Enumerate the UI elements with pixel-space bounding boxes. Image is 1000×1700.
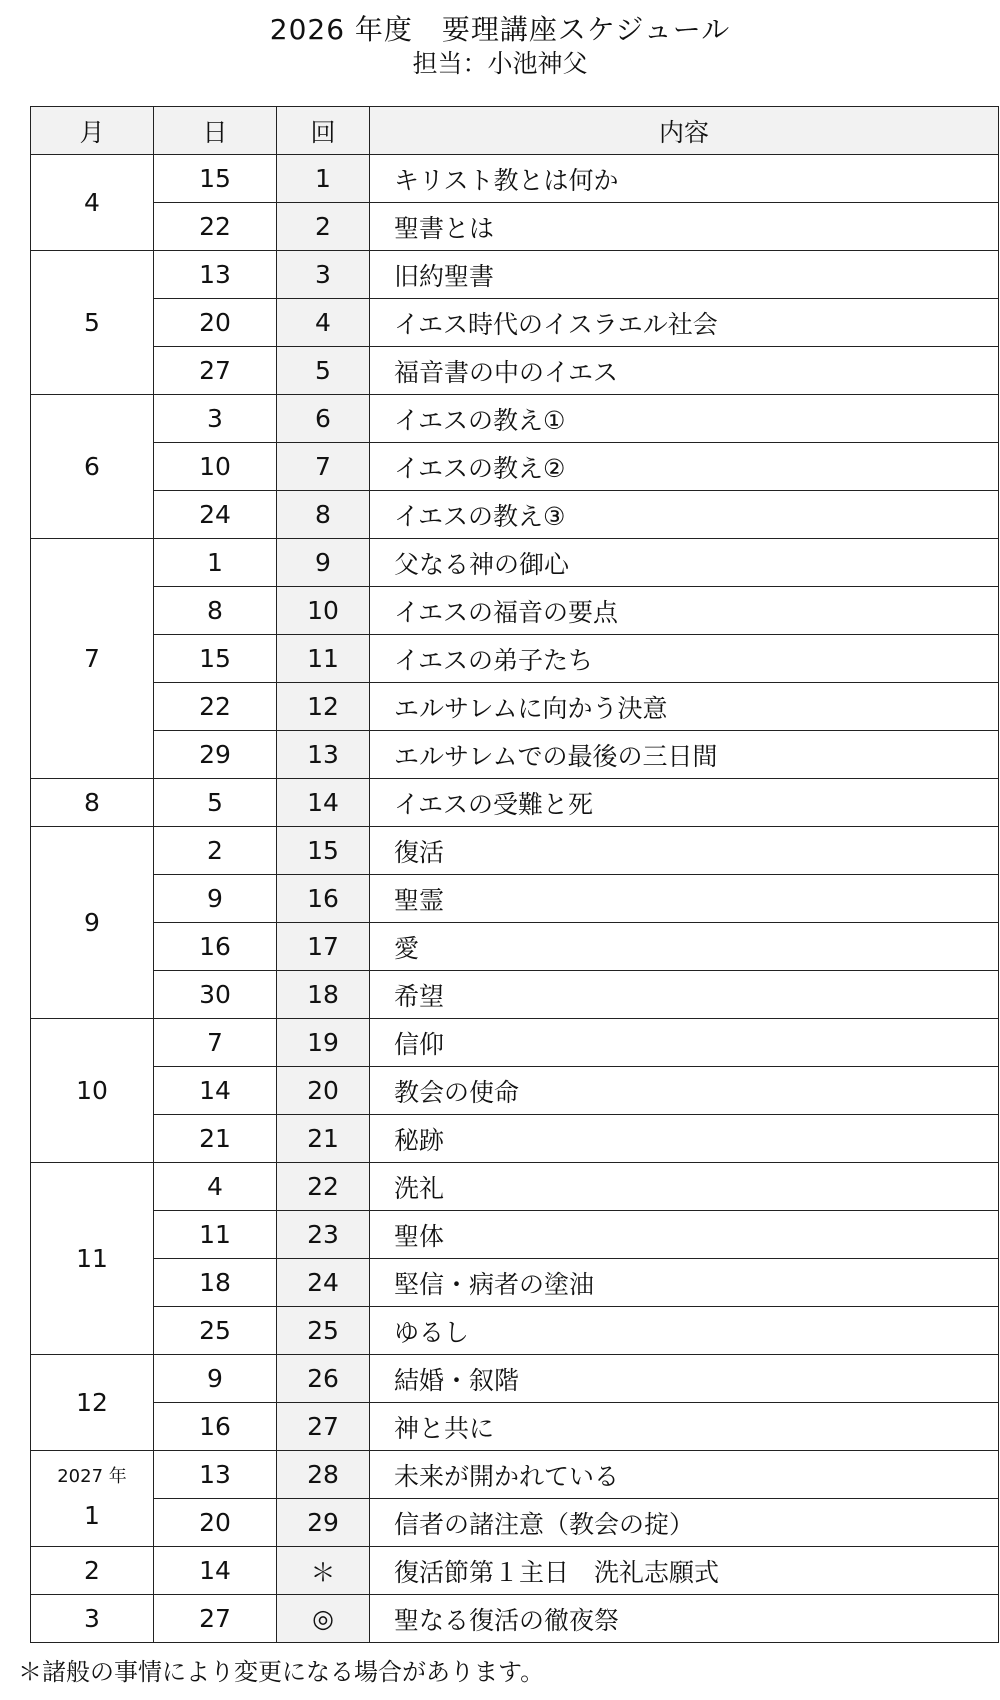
day-cell: 8 xyxy=(154,587,277,635)
content-cell: イエスの教え① xyxy=(370,395,999,443)
table-row xyxy=(31,1259,999,1307)
content-cell: キリスト教とは何か xyxy=(370,155,999,203)
day-cell: 4 xyxy=(154,1163,277,1211)
content-cell: イエスの福音の要点 xyxy=(370,587,999,635)
day-cell: 14 xyxy=(154,1067,277,1115)
session-cell: 24 xyxy=(277,1259,370,1307)
content-cell: 聖なる復活の徹夜祭 xyxy=(370,1595,999,1643)
content-cell: 結婚・叙階 xyxy=(370,1355,999,1403)
content-cell: イエス時代のイスラエル社会 xyxy=(370,299,999,347)
content-cell: 信者の諸注意（教会の掟） xyxy=(370,1499,999,1547)
content-cell: 愛 xyxy=(370,923,999,971)
table-row xyxy=(31,1067,999,1115)
day-cell: 22 xyxy=(154,203,277,251)
content-cell: 聖霊 xyxy=(370,875,999,923)
session-cell: 5 xyxy=(277,347,370,395)
session-cell: 10 xyxy=(277,587,370,635)
session-cell: 17 xyxy=(277,923,370,971)
day-cell: 11 xyxy=(154,1211,277,1259)
day-cell: 20 xyxy=(154,299,277,347)
day-cell: 7 xyxy=(154,1019,277,1067)
day-cell: 22 xyxy=(154,683,277,731)
day-cell: 29 xyxy=(154,731,277,779)
month-label: 1 xyxy=(84,1501,100,1530)
table-row xyxy=(31,587,999,635)
day-cell: 3 xyxy=(154,395,277,443)
table-row xyxy=(31,779,999,827)
session-cell: 23 xyxy=(277,1211,370,1259)
table-row xyxy=(31,923,999,971)
session-cell: 27 xyxy=(277,1403,370,1451)
day-cell: 15 xyxy=(154,635,277,683)
content-cell: 信仰 xyxy=(370,1019,999,1067)
content-cell: 聖書とは xyxy=(370,203,999,251)
day-cell: 10 xyxy=(154,443,277,491)
content-cell: イエスの教え② xyxy=(370,443,999,491)
month-cell xyxy=(31,1451,154,1547)
content-cell: 復活 xyxy=(370,827,999,875)
day-cell: 15 xyxy=(154,155,277,203)
day-cell: 18 xyxy=(154,1259,277,1307)
table-row xyxy=(31,1307,999,1355)
content-cell: 福音書の中のイエス xyxy=(370,347,999,395)
session-cell: 25 xyxy=(277,1307,370,1355)
session-cell: 9 xyxy=(277,539,370,587)
day-cell: 14 xyxy=(154,1547,277,1595)
day-cell: 30 xyxy=(154,971,277,1019)
table-row xyxy=(31,635,999,683)
table-row xyxy=(31,971,999,1019)
schedule-table xyxy=(30,106,999,1643)
session-cell: 26 xyxy=(277,1355,370,1403)
page-subtitle: 担当：小池神父 xyxy=(412,49,588,78)
table-row xyxy=(31,539,999,587)
day-cell: 1 xyxy=(154,539,277,587)
footnote: ＊諸般の事情により変更になる場合があります。 xyxy=(18,1658,545,1686)
month-cell: 12 xyxy=(31,1355,154,1451)
table-row xyxy=(31,347,999,395)
content-cell: 洗礼 xyxy=(370,1163,999,1211)
day-cell: 25 xyxy=(154,1307,277,1355)
day-cell: 9 xyxy=(154,1355,277,1403)
table-row xyxy=(31,1115,999,1163)
content-cell: 旧約聖書 xyxy=(370,251,999,299)
session-cell: 18 xyxy=(277,971,370,1019)
table-row xyxy=(31,683,999,731)
page-title: 2026 年度 要理講座スケジュール xyxy=(269,13,731,46)
table-row xyxy=(31,299,999,347)
day-cell: 16 xyxy=(154,923,277,971)
content-cell: 希望 xyxy=(370,971,999,1019)
day-cell: 5 xyxy=(154,779,277,827)
content-cell: 秘跡 xyxy=(370,1115,999,1163)
day-cell: 20 xyxy=(154,1499,277,1547)
session-cell: ◎ xyxy=(277,1595,370,1643)
day-cell: 21 xyxy=(154,1115,277,1163)
session-cell: 1 xyxy=(277,155,370,203)
table-row xyxy=(31,731,999,779)
header-month: 月 xyxy=(31,107,154,155)
month-cell: 4 xyxy=(31,155,154,251)
day-cell: 13 xyxy=(154,251,277,299)
table-row xyxy=(31,203,999,251)
table-row xyxy=(31,491,999,539)
month-cell: 11 xyxy=(31,1163,154,1355)
session-cell: 7 xyxy=(277,443,370,491)
day-cell: 16 xyxy=(154,1403,277,1451)
content-cell: イエスの弟子たち xyxy=(370,635,999,683)
table-header-row xyxy=(31,107,999,155)
table-row xyxy=(31,1163,999,1211)
table-row xyxy=(31,1595,999,1643)
content-cell: 父なる神の御心 xyxy=(370,539,999,587)
content-cell: 聖体 xyxy=(370,1211,999,1259)
content-cell: エルサレムでの最後の三日間 xyxy=(370,731,999,779)
month-cell: 8 xyxy=(31,779,154,827)
session-cell: 6 xyxy=(277,395,370,443)
session-cell: 8 xyxy=(277,491,370,539)
table-row xyxy=(31,827,999,875)
day-cell: 9 xyxy=(154,875,277,923)
content-cell: 復活節第１主日 洗礼志願式 xyxy=(370,1547,999,1595)
session-cell: 16 xyxy=(277,875,370,923)
content-cell: 神と共に xyxy=(370,1403,999,1451)
day-cell: 2 xyxy=(154,827,277,875)
header-day: 日 xyxy=(154,107,277,155)
content-cell: イエスの教え③ xyxy=(370,491,999,539)
month-cell: 10 xyxy=(31,1019,154,1163)
session-cell: 12 xyxy=(277,683,370,731)
session-cell: 22 xyxy=(277,1163,370,1211)
day-cell: 13 xyxy=(154,1451,277,1499)
table-row xyxy=(31,1211,999,1259)
table-row xyxy=(31,395,999,443)
table-row xyxy=(31,1403,999,1451)
month-cell: 5 xyxy=(31,251,154,395)
month-cell: 2 xyxy=(31,1547,154,1595)
session-cell: 19 xyxy=(277,1019,370,1067)
year-label: 2027 年 xyxy=(57,1466,127,1487)
table-row xyxy=(31,443,999,491)
table-row xyxy=(31,1499,999,1547)
session-cell: 21 xyxy=(277,1115,370,1163)
session-cell: 13 xyxy=(277,731,370,779)
table-row xyxy=(31,155,999,203)
content-cell: イエスの受難と死 xyxy=(370,779,999,827)
month-cell: 9 xyxy=(31,827,154,1019)
table-row xyxy=(31,1547,999,1595)
content-cell: エルサレムに向かう決意 xyxy=(370,683,999,731)
session-cell: 15 xyxy=(277,827,370,875)
content-cell: ゆるし xyxy=(370,1307,999,1355)
month-cell: 3 xyxy=(31,1595,154,1643)
table-row xyxy=(31,1451,999,1499)
day-cell: 27 xyxy=(154,347,277,395)
table-row xyxy=(31,251,999,299)
session-cell: 14 xyxy=(277,779,370,827)
header-session: 回 xyxy=(277,107,370,155)
content-cell: 教会の使命 xyxy=(370,1067,999,1115)
session-cell: 29 xyxy=(277,1499,370,1547)
day-cell: 27 xyxy=(154,1595,277,1643)
content-cell: 未来が開かれている xyxy=(370,1451,999,1499)
month-cell: 6 xyxy=(31,395,154,539)
table-row xyxy=(31,1019,999,1067)
session-cell: ＊ xyxy=(277,1547,370,1595)
session-cell: 4 xyxy=(277,299,370,347)
month-cell: 7 xyxy=(31,539,154,779)
header-content: 内容 xyxy=(370,107,999,155)
session-cell: 11 xyxy=(277,635,370,683)
session-cell: 20 xyxy=(277,1067,370,1115)
session-cell: 3 xyxy=(277,251,370,299)
table-row xyxy=(31,875,999,923)
content-cell: 堅信・病者の塗油 xyxy=(370,1259,999,1307)
day-cell: 24 xyxy=(154,491,277,539)
session-cell: 28 xyxy=(277,1451,370,1499)
table-row xyxy=(31,1355,999,1403)
session-cell: 2 xyxy=(277,203,370,251)
